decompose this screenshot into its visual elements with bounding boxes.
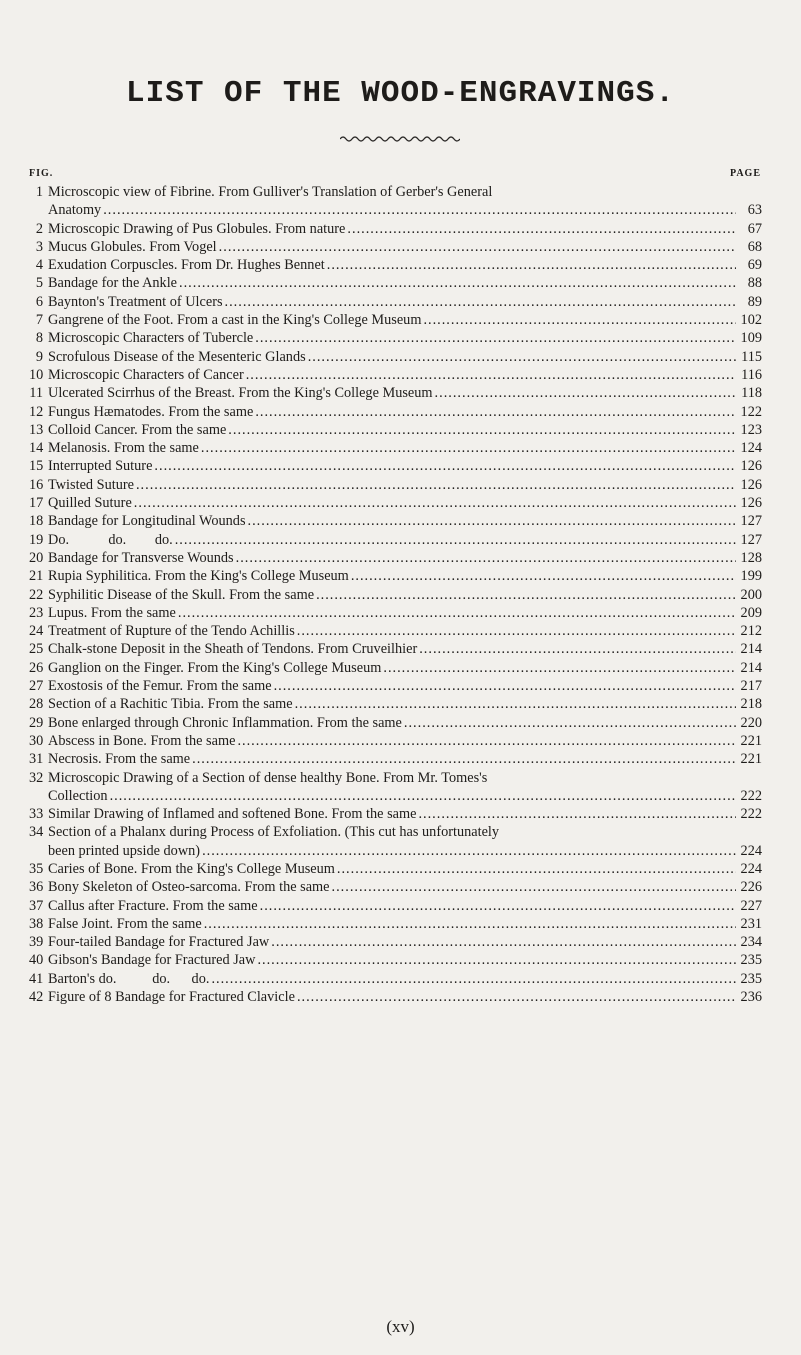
entry-line	[29, 750, 762, 768]
list-item	[29, 878, 762, 896]
leader-dots	[136, 476, 736, 494]
leader-dots	[246, 366, 736, 384]
page-number: 127	[740, 531, 762, 548]
leader-dots	[347, 220, 736, 238]
leader-dots	[271, 933, 736, 951]
fig-number: 9	[35, 348, 43, 365]
leader-dots	[419, 640, 736, 658]
list-item	[29, 860, 762, 878]
engravings-list	[29, 183, 762, 1006]
fig-number: 33	[29, 806, 44, 823]
page-number: 212	[740, 623, 762, 640]
leader-dots	[404, 714, 736, 732]
list-item	[29, 220, 762, 238]
list-item	[29, 293, 762, 311]
entry-line	[29, 201, 762, 219]
entry-line	[29, 622, 762, 640]
leader-dots	[154, 457, 736, 475]
entry-text: Quilled Suture	[48, 495, 132, 512]
entry-text: Bony Skeleton of Osteo-sarcoma. From the same	[48, 879, 330, 896]
entry-line	[29, 933, 762, 951]
page-number: 200	[740, 586, 762, 603]
entry-text: Bone enlarged through Chronic Inflammation. From the same	[48, 714, 402, 731]
page-number: 224	[740, 842, 762, 859]
entry-text: Section of a Phalanx during Process of Exfoliation. (This cut has unfortunately	[48, 824, 500, 841]
entry-text: Ganglion on the Finger. From the King's College Museum	[48, 659, 382, 676]
list-item	[29, 823, 762, 860]
entry-text: False Joint. From the same	[48, 915, 202, 932]
fig-number: 19	[29, 531, 44, 548]
entry-line	[29, 769, 762, 787]
leader-dots	[383, 659, 736, 677]
entry-line	[29, 970, 762, 988]
list-item	[29, 403, 762, 421]
page-number: 122	[740, 403, 762, 420]
fig-number: 23	[29, 604, 44, 621]
list-item	[29, 897, 762, 915]
entry-text: been printed upside down)	[48, 842, 201, 859]
entry-text: Anatomy	[48, 202, 102, 219]
fig-number: 40	[29, 952, 44, 969]
leader-dots	[175, 531, 736, 549]
page-number: 222	[740, 787, 762, 804]
entry-text: Exudation Corpuscles. From Dr. Hughes Bennet	[48, 257, 325, 274]
leader-dots	[134, 494, 736, 512]
page-number: 224	[740, 860, 762, 877]
entry-line	[29, 183, 762, 201]
entry-line	[29, 787, 762, 805]
entry-line	[29, 988, 762, 1006]
list-item	[29, 714, 762, 732]
entry-text: Microscopic view of Fibrine. From Gulliver's Translation of Gerber's General	[48, 184, 493, 200]
entry-text: Scrofulous Disease of the Mesenteric Glands	[48, 348, 306, 365]
fig-number: 7	[35, 312, 43, 329]
entry-text: Microscopic Characters of Cancer	[48, 366, 244, 383]
list-item	[29, 915, 762, 933]
fig-number: 37	[29, 897, 44, 914]
page-number: 126	[740, 495, 762, 512]
list-item	[29, 512, 762, 530]
page-number: 209	[740, 604, 762, 621]
fig-number: 17	[29, 495, 44, 512]
list-item	[29, 970, 762, 988]
list-item	[29, 457, 762, 475]
list-item	[29, 329, 762, 347]
list-item	[29, 531, 762, 549]
entry-text: Rupia Syphilitica. From the King's College Museum	[48, 568, 349, 585]
fig-number: 14	[29, 440, 44, 457]
entry-line	[29, 421, 762, 439]
leader-dots	[308, 348, 736, 366]
list-item	[29, 750, 762, 768]
fig-number: 11	[29, 385, 43, 402]
leader-dots	[255, 403, 736, 421]
page-number: 88	[747, 275, 762, 292]
entry-text: Twisted Suture	[48, 476, 134, 493]
page-number: 68	[747, 238, 762, 255]
leader-dots	[103, 201, 736, 219]
fig-number: 20	[29, 549, 44, 566]
page-column-header: PAGE	[729, 168, 761, 179]
page-number: 220	[740, 714, 762, 731]
entry-text: Chalk-stone Deposit in the Sheath of Tendons. From Cruveilhier	[48, 641, 418, 658]
list-item	[29, 988, 762, 1006]
list-item	[29, 933, 762, 951]
entry-line	[29, 677, 762, 695]
list-item	[29, 695, 762, 713]
leader-dots	[202, 842, 736, 860]
entry-text: Exostosis of the Femur. From the same	[48, 678, 272, 695]
entry-text: Bandage for Transverse Wounds	[48, 549, 234, 566]
leader-dots	[228, 421, 736, 439]
entry-text: Gibson's Bandage for Fractured Jaw	[48, 952, 256, 969]
list-item	[29, 439, 762, 457]
leader-dots	[274, 677, 736, 695]
list-item	[29, 183, 762, 220]
fig-number: 42	[29, 989, 44, 1006]
fig-number: 3	[35, 238, 43, 255]
list-item	[29, 604, 762, 622]
entry-text: Treatment of Rupture of the Tendo Achillis	[48, 623, 295, 640]
page-number: 69	[747, 257, 762, 274]
page-number: 214	[740, 659, 762, 676]
entry-line	[29, 897, 762, 915]
entry-line	[29, 860, 762, 878]
page-number: 124	[740, 440, 762, 457]
entry-text: Bandage for the Ankle	[48, 275, 178, 292]
entry-line	[29, 659, 762, 677]
leader-dots	[337, 860, 736, 878]
fig-number: 29	[29, 714, 44, 731]
leader-dots	[332, 878, 736, 896]
leader-dots	[295, 695, 736, 713]
entry-line	[29, 512, 762, 530]
leader-dots	[179, 274, 736, 292]
page-number: 218	[740, 696, 762, 713]
entry-line	[29, 604, 762, 622]
page-number: 221	[740, 732, 762, 749]
page-number: 236	[740, 989, 762, 1006]
entry-line	[29, 823, 762, 841]
fig-number: 34	[29, 824, 44, 841]
page-number: 109	[740, 330, 762, 347]
entry-line	[29, 311, 762, 329]
list-item	[29, 567, 762, 585]
page-folio: (xv)	[386, 1317, 415, 1336]
fig-number: 13	[29, 421, 44, 438]
entry-line	[29, 457, 762, 475]
leader-dots	[192, 750, 736, 768]
leader-dots	[237, 732, 736, 750]
entry-text: Bandage for Longitudinal Wounds	[48, 513, 246, 530]
list-item	[29, 951, 762, 969]
list-item	[29, 494, 762, 512]
entry-text: Callus after Fracture. From the same	[48, 897, 258, 914]
list-item	[29, 640, 762, 658]
page-number: 235	[740, 970, 762, 987]
entry-text: Baynton's Treatment of Ulcers	[48, 293, 223, 310]
entry-line	[29, 256, 762, 274]
fig-column-header: FIG.	[29, 168, 54, 179]
entry-line	[29, 403, 762, 421]
entry-text: Fungus Hæmatodes. From the same	[48, 403, 254, 420]
entry-line	[29, 695, 762, 713]
fig-number: 18	[29, 513, 44, 530]
entry-line	[29, 714, 762, 732]
entry-text: Microscopic Drawing of a Section of dense healthy Bone. From Mr. Tomes's	[48, 769, 488, 786]
entry-text: Ulcerated Scirrhus of the Breast. From the King's College Museum	[48, 385, 433, 402]
leader-dots	[297, 622, 736, 640]
leader-dots	[257, 951, 736, 969]
leader-dots	[204, 915, 736, 933]
page-number: 128	[740, 549, 762, 566]
list-item	[29, 366, 762, 384]
entry-text: Lupus. From the same	[48, 604, 176, 621]
list-item	[29, 274, 762, 292]
fig-number: 28	[29, 696, 44, 713]
entry-text: Caries of Bone. From the King's College Museum	[48, 860, 335, 877]
list-item	[29, 769, 762, 806]
entry-text: Gangrene of the Foot. From a cast in the King's College Museum	[48, 312, 422, 329]
fig-number: 24	[29, 623, 44, 640]
entry-text: Melanosis. From the same	[48, 440, 199, 457]
entry-line	[29, 567, 762, 585]
fig-number: 12	[29, 403, 44, 420]
fig-number: 2	[35, 220, 43, 237]
fig-number: 10	[29, 366, 44, 383]
list-item	[29, 384, 762, 402]
entry-line	[29, 842, 762, 860]
page-title: LIST OF THE WOOD-ENGRAVINGS.	[126, 76, 675, 111]
fig-number: 22	[29, 586, 44, 603]
fig-number: 39	[29, 934, 44, 951]
page-number: 116	[741, 366, 762, 383]
entry-text: Section of a Rachitic Tibia. From the same	[48, 696, 293, 713]
leader-dots	[178, 604, 736, 622]
page-number: 126	[740, 476, 762, 493]
entry-line	[29, 531, 762, 549]
fig-number: 25	[29, 641, 44, 658]
fig-number: 4	[35, 257, 43, 274]
fig-number: 16	[29, 476, 44, 493]
page-number: 123	[740, 421, 762, 438]
entry-text: Four-tailed Bandage for Fractured Jaw	[48, 934, 270, 951]
page-number: 115	[741, 348, 762, 365]
list-item	[29, 586, 762, 604]
entry-line	[29, 878, 762, 896]
page-number: 89	[747, 293, 762, 310]
page-number: 231	[740, 915, 762, 932]
fig-number: 32	[29, 769, 44, 786]
entry-text: Interrupted Suture	[48, 458, 153, 475]
fig-number: 38	[29, 915, 44, 932]
entry-text: Do. do. do.	[48, 531, 173, 548]
fig-number: 8	[35, 330, 43, 347]
entry-text: Figure of 8 Bandage for Fractured Clavicle	[48, 989, 295, 1006]
list-item	[29, 549, 762, 567]
list-item	[29, 805, 762, 823]
page-number: 118	[741, 385, 762, 402]
entry-line	[29, 238, 762, 256]
fig-number: 6	[35, 293, 43, 310]
leader-dots	[225, 293, 736, 311]
leader-dots	[351, 567, 736, 585]
page-number: 214	[740, 641, 762, 658]
list-item	[29, 238, 762, 256]
page-number: 235	[740, 952, 762, 969]
entry-line	[29, 293, 762, 311]
page-number: 199	[740, 568, 762, 585]
entry-text: Collection	[48, 787, 108, 804]
leader-dots	[297, 988, 736, 1006]
entry-line	[29, 329, 762, 347]
leader-dots	[260, 897, 736, 915]
list-item	[29, 622, 762, 640]
entry-text: Abscess in Bone. From the same	[48, 732, 236, 749]
entry-text: Syphilitic Disease of the Skull. From the same	[48, 586, 315, 603]
fig-number: 21	[29, 568, 44, 585]
entry-text: Microscopic Characters of Tubercle	[48, 330, 254, 347]
entry-text: Colloid Cancer. From the same	[48, 421, 227, 438]
fig-number: 26	[29, 659, 44, 676]
entry-line	[29, 732, 762, 750]
leader-dots	[255, 329, 736, 347]
list-item	[29, 476, 762, 494]
entry-line	[29, 274, 762, 292]
leader-dots	[201, 439, 736, 457]
leader-dots	[110, 787, 736, 805]
leader-dots	[327, 256, 736, 274]
fig-number: 1	[35, 184, 43, 200]
list-item	[29, 677, 762, 695]
leader-dots	[316, 586, 736, 604]
entry-line	[29, 915, 762, 933]
entry-line	[29, 384, 762, 402]
entry-line	[29, 640, 762, 658]
list-item	[29, 311, 762, 329]
leader-dots	[211, 970, 736, 988]
list-item	[29, 659, 762, 677]
leader-dots	[236, 549, 736, 567]
page-number: 222	[740, 806, 762, 823]
page-number: 67	[747, 220, 762, 237]
fig-number: 15	[29, 458, 44, 475]
entry-line	[29, 494, 762, 512]
fig-number: 31	[29, 751, 44, 768]
list-item	[29, 421, 762, 439]
list-item	[29, 732, 762, 750]
entry-line	[29, 951, 762, 969]
page-number: 227	[740, 897, 762, 914]
page-number: 127	[740, 513, 762, 530]
page-number: 221	[740, 751, 762, 768]
fig-number: 35	[29, 860, 44, 877]
page-number: 102	[740, 312, 762, 329]
entry-text: Necrosis. From the same	[48, 751, 191, 768]
wavy-rule-ornament	[340, 134, 460, 144]
page-number: 126	[740, 458, 762, 475]
fig-number: 36	[29, 879, 44, 896]
entry-line	[29, 439, 762, 457]
entry-line	[29, 348, 762, 366]
entry-line	[29, 586, 762, 604]
list-item	[29, 256, 762, 274]
list-item	[29, 348, 762, 366]
page-number: 226	[740, 879, 762, 896]
entry-text: Microscopic Drawing of Pus Globules. From nature	[48, 220, 346, 237]
entry-line	[29, 366, 762, 384]
leader-dots	[418, 805, 736, 823]
leader-dots	[219, 238, 736, 256]
fig-number: 27	[29, 678, 44, 695]
page-number: 234	[740, 934, 762, 951]
page-number: 63	[747, 202, 762, 219]
fig-number: 30	[29, 732, 44, 749]
page-number: 217	[740, 678, 762, 695]
leader-dots	[435, 384, 736, 402]
entry-line	[29, 805, 762, 823]
entry-text: Barton's do. do. do.	[48, 970, 210, 987]
entry-line	[29, 549, 762, 567]
fig-number: 41	[29, 970, 44, 987]
fig-number: 5	[35, 275, 43, 292]
leader-dots	[423, 311, 736, 329]
leader-dots	[248, 512, 736, 530]
entry-text: Similar Drawing of Inflamed and softened Bone. From the same	[48, 806, 417, 823]
entry-line	[29, 220, 762, 238]
entry-text: Mucus Globules. From Vogel	[48, 238, 217, 255]
entry-line	[29, 476, 762, 494]
